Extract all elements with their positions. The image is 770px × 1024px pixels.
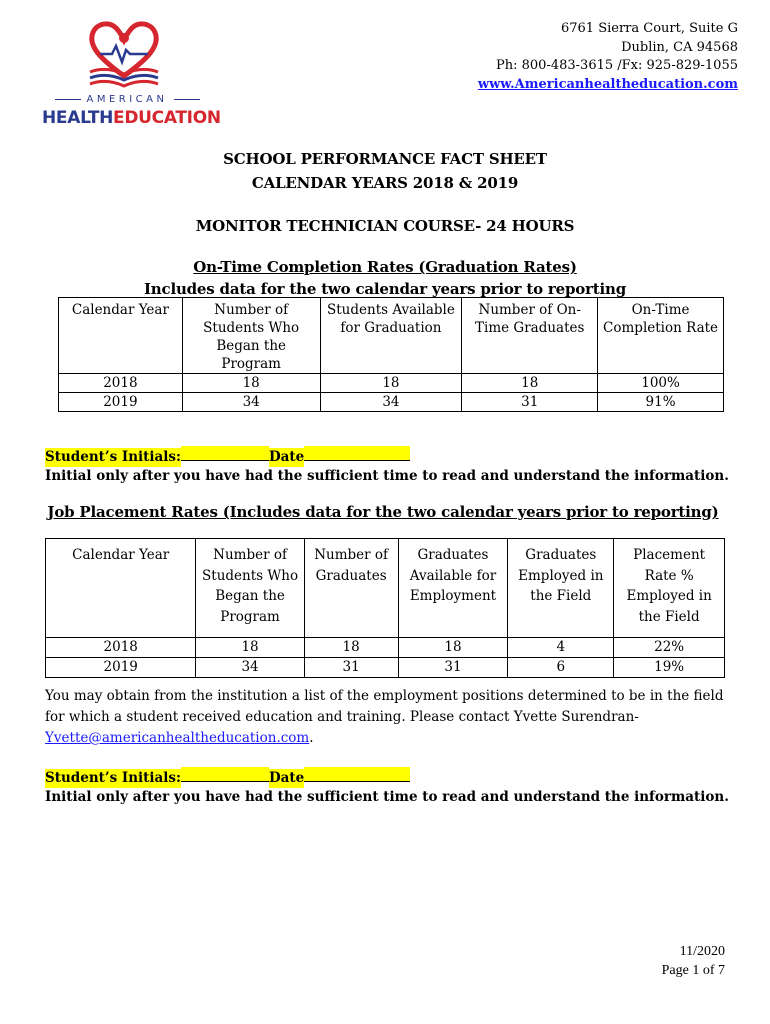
table-cell: 18: [196, 638, 304, 658]
table-cell: 18: [320, 374, 462, 393]
logo-text-education: EDUCATION: [113, 108, 221, 128]
note-end: .: [309, 730, 314, 746]
page-number: Page 1 of 7: [661, 963, 725, 978]
table-row: [59, 374, 724, 393]
table-cell: 22%: [614, 638, 725, 658]
completion-rates-title: On-Time Completion Rates (Graduation Rates): [193, 258, 577, 276]
website-link[interactable]: www.Americanhealtheducation.com: [477, 76, 738, 92]
employment-positions-note: [45, 686, 735, 749]
student-initials-block-1: [45, 446, 729, 486]
company-logo: [42, 18, 221, 134]
heart-book-logo-icon: [82, 18, 166, 90]
initials-label: Student’s Initials:: [45, 449, 181, 465]
initials-field[interactable]: [181, 767, 269, 782]
initials-field[interactable]: [181, 446, 269, 461]
table-cell: 4: [508, 638, 614, 658]
page-footer: [662, 942, 725, 980]
student-initials-block-2: [45, 767, 729, 807]
completion-rates-table: [58, 297, 724, 412]
table-cell: 31: [462, 393, 598, 412]
date-field[interactable]: [304, 446, 410, 461]
table-cell: 18: [398, 638, 508, 658]
table-cell: 34: [196, 658, 304, 678]
table-cell: 34: [320, 393, 462, 412]
address-phone: Ph: 800-483-3615 /Fx: 925-829-1055: [496, 58, 738, 73]
table-cell: 18: [182, 374, 320, 393]
table-cell: 18: [304, 638, 398, 658]
address-street: 6761 Sierra Court, Suite G: [560, 21, 738, 36]
header-cell: Graduates Available for Employment: [398, 539, 508, 638]
table-cell: 34: [182, 393, 320, 412]
note-text: You may obtain from the institution a list of the employment positions determined to be in the field for which a student received education and training. Please contact Yvette Surendran-: [45, 688, 724, 725]
placement-rates-table: [45, 538, 725, 678]
header-cell: Placement Rate % Employed in the Field: [614, 539, 725, 638]
logo-text-health: HEALTH: [42, 108, 114, 128]
table-cell: 2018: [46, 638, 196, 658]
fact-sheet-title: SCHOOL PERFORMANCE FACT SHEET: [223, 150, 547, 168]
initials-instruction: Initial only after you have had the sufficient time to read and understand the information.: [45, 789, 729, 805]
table-cell: 19%: [614, 658, 725, 678]
header-cell: Number of Graduates: [304, 539, 398, 638]
logo-text-health-education: [42, 108, 221, 128]
table-cell: 18: [462, 374, 598, 393]
header-cell: Graduates Employed in the Field: [508, 539, 614, 638]
address-block: [478, 20, 738, 94]
initials-label: Student’s Initials:: [45, 770, 181, 786]
revision-date: 11/2020: [679, 944, 725, 959]
table-cell: 91%: [598, 393, 724, 412]
contact-email-link[interactable]: Yvette@americanhealtheducation.com: [45, 730, 310, 746]
table-row: [46, 658, 725, 678]
table-cell: 2019: [46, 658, 196, 678]
logo-text-american: AMERICAN: [42, 94, 212, 105]
header-cell: Calendar Year: [46, 539, 196, 638]
table-cell: 31: [398, 658, 508, 678]
completion-rates-subtitle: Includes data for the two calendar years prior to reporting: [143, 280, 626, 298]
table-header-row: [46, 539, 725, 638]
header-cell: On-Time Completion Rate: [598, 298, 724, 374]
table-row: [59, 393, 724, 412]
calendar-years-title: CALENDAR YEARS 2018 & 2019: [251, 174, 519, 192]
initials-instruction: Initial only after you have had the sufficient time to read and understand the information.: [45, 468, 729, 484]
header-cell: Number of Students Who Began the Program: [182, 298, 320, 374]
date-field[interactable]: [304, 767, 410, 782]
initials-line: [45, 446, 729, 467]
course-title: MONITOR TECHNICIAN COURSE- 24 HOURS: [195, 217, 575, 235]
table-cell: 31: [304, 658, 398, 678]
table-cell: 2019: [59, 393, 183, 412]
header-cell: Calendar Year: [59, 298, 183, 374]
placement-rates-title: Job Placement Rates (Includes data for the two calendar years prior to reporting): [47, 503, 719, 521]
header-cell: Number of On-Time Graduates: [462, 298, 598, 374]
table-row: [46, 638, 725, 658]
table-cell: 2018: [59, 374, 183, 393]
date-label: Date: [268, 770, 305, 786]
table-header-row: [59, 298, 724, 374]
header-cell: Number of Students Who Began the Program: [196, 539, 304, 638]
header-cell: Students Available for Graduation: [320, 298, 462, 374]
address-city: Dublin, CA 94568: [621, 39, 738, 55]
table-cell: 6: [508, 658, 614, 678]
table-cell: 100%: [598, 374, 724, 393]
date-label: Date: [268, 449, 305, 465]
initials-line: [45, 767, 729, 788]
